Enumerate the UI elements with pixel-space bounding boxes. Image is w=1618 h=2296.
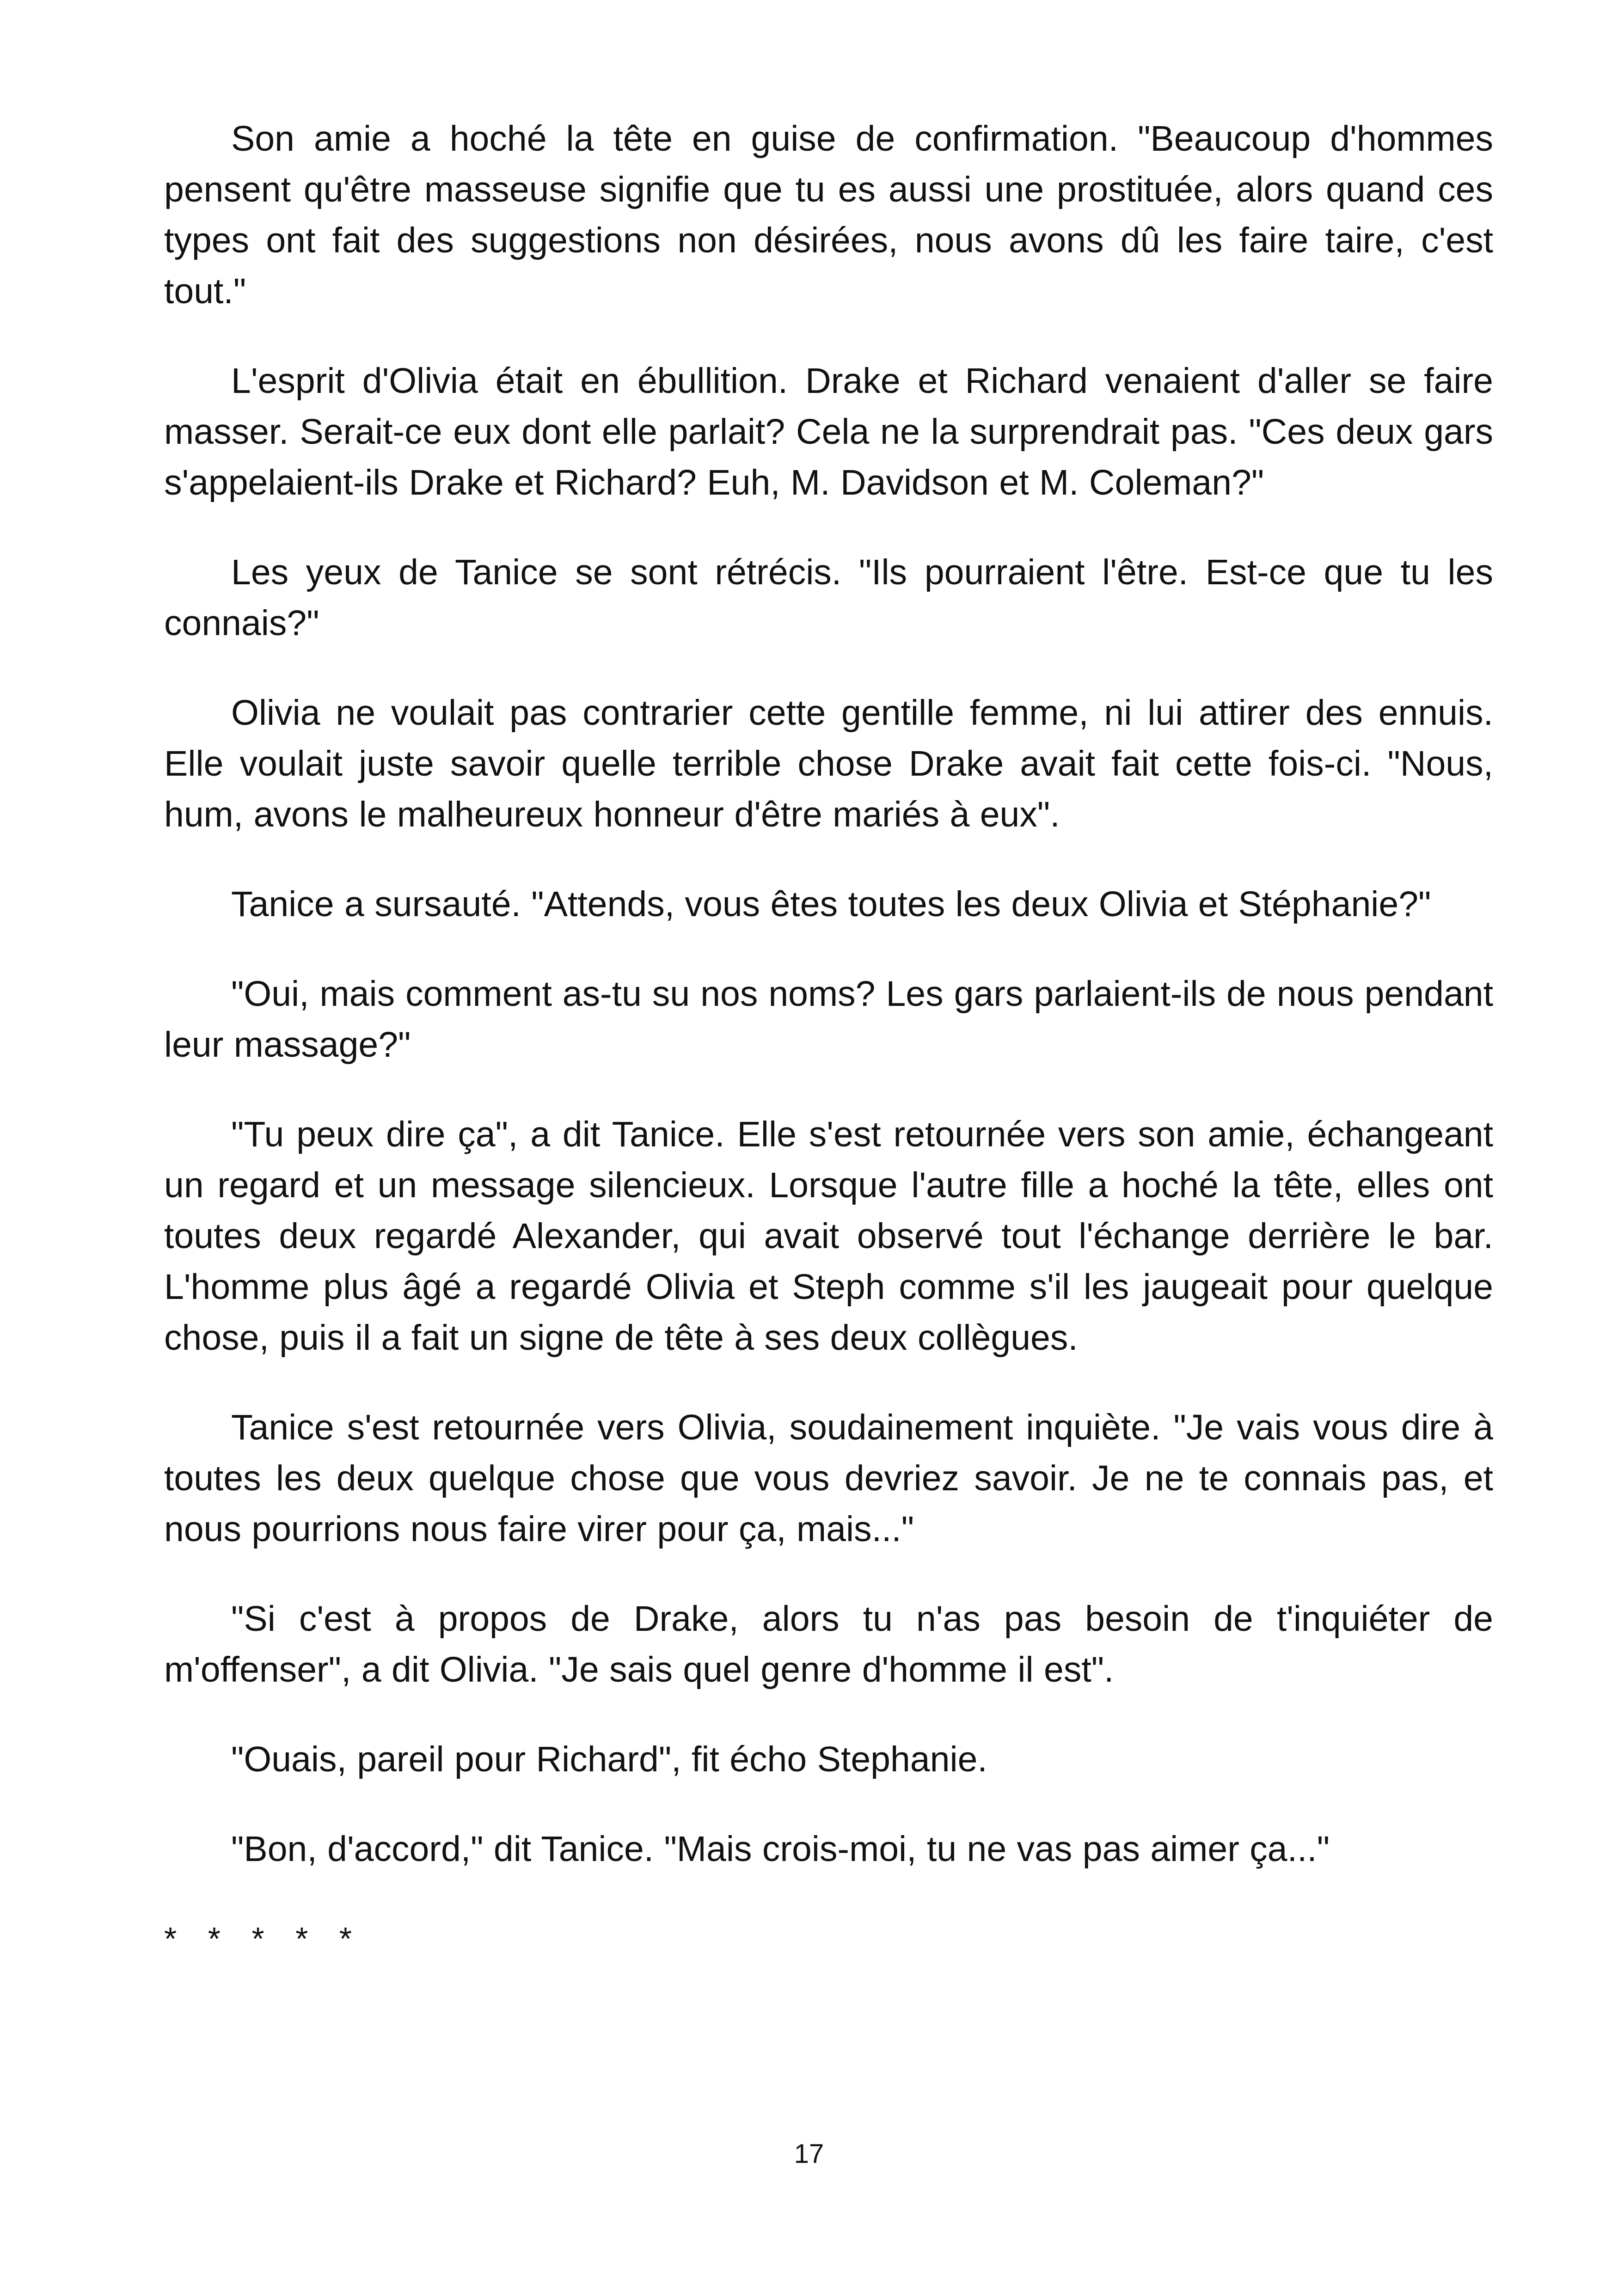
paragraph: Olivia ne voulait pas contrarier cette gentille femme, ni lui attirer des ennuis. Elle voulait juste savoir quelle terrible chose Drake avait fait cette fois-ci. "Nous, hum, avons le malheureux honneur d'être mariés à eux". — [164, 693, 1493, 834]
paragraph: Les yeux de Tanice se sont rétrécis. "Ils pourraient l'être. Est-ce que tu les connais?" — [164, 552, 1493, 643]
paragraph: "Oui, mais comment as-tu su nos noms? Les gars parlaient-ils de nous pendant leur massage?" — [164, 974, 1493, 1065]
scene-separator: * * * * * — [164, 1921, 363, 1957]
paragraph: "Tu peux dire ça", a dit Tanice. Elle s'est retournée vers son amie, échangeant un regard et un message silencieux. Lorsque l'autre fille a hoché la tête, elles ont toutes deux regardé Alexander, qui avait observé tout l'échange derrière le bar. L'homme plus âgé a regardé Olivia et Steph comme s'il les jaugeait pour quelque chose, puis il a fait un signe de tête à ses deux collègues. — [164, 1114, 1493, 1358]
paragraph: "Si c'est à propos de Drake, alors tu n'as pas besoin de t'inquiéter de m'offenser", a dit Olivia. "Je sais quel genre d'homme il est". — [164, 1599, 1493, 1690]
page-number: 17 — [794, 2139, 824, 2169]
paragraph: Tanice a sursauté. "Attends, vous êtes toutes les deux Olivia et Stéphanie?" — [231, 884, 1431, 924]
paragraph: Tanice s'est retournée vers Olivia, soudainement inquiète. "Je vais vous dire à toutes les deux quelque chose que vous devriez savoir. Je ne te connais pas, et nous pourrions nous faire virer pour ça, mais..." — [164, 1408, 1493, 1549]
body-text — [164, 113, 1493, 1964]
paragraph: Son amie a hoché la tête en guise de confirmation. "Beaucoup d'hommes pensent qu'être masseuse signifie que tu es aussi une prostituée, alors quand ces types ont fait des suggestions non désirées, nous avons dû les faire taire, c'est tout." — [164, 119, 1493, 311]
paragraph: "Ouais, pareil pour Richard", fit écho Stephanie. — [231, 1739, 987, 1779]
paragraph: L'esprit d'Olivia était en ébullition. Drake et Richard venaient d'aller se faire masser. Serait-ce eux dont elle parlait? Cela ne la surprendrait pas. "Ces deux gars s'appelaient-ils Drake et Richard? Euh, M. Davidson et M. Coleman?" — [164, 361, 1493, 502]
paragraph: "Bon, d'accord," dit Tanice. "Mais crois-moi, tu ne vas pas aimer ça..." — [231, 1829, 1330, 1869]
